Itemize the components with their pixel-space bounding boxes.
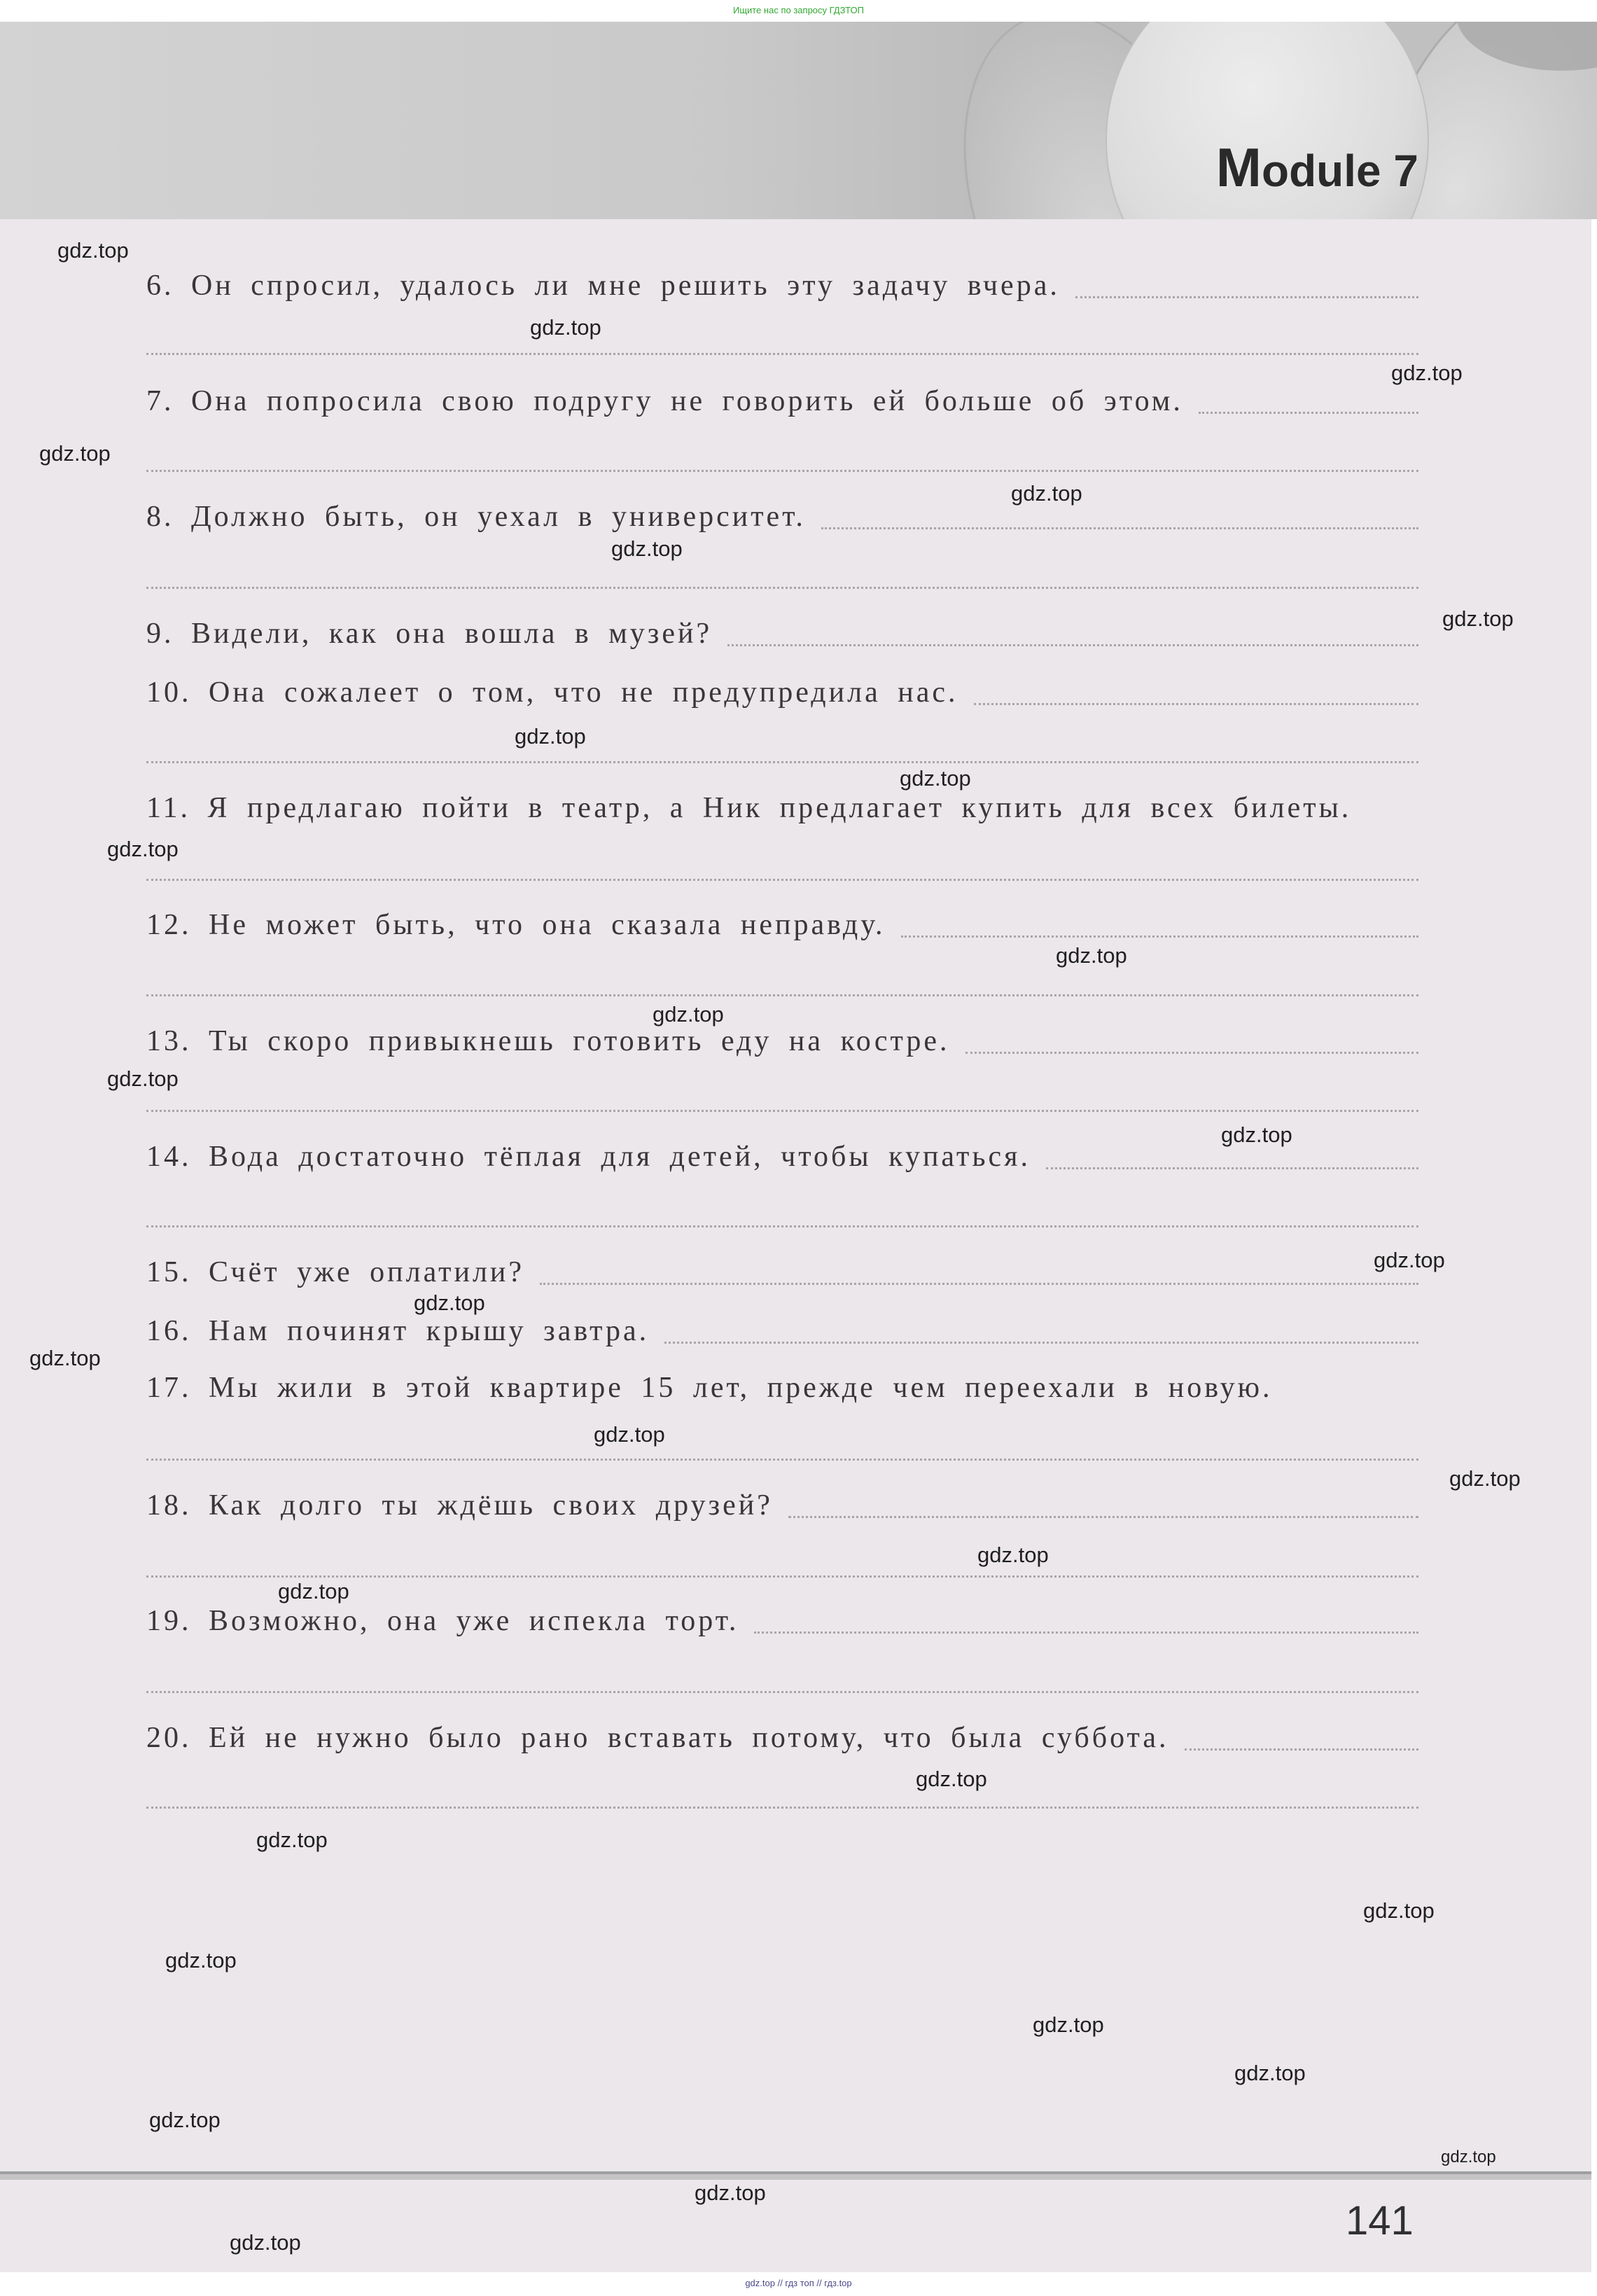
answer-line xyxy=(146,1110,1418,1112)
watermark-text: gdz.top xyxy=(1033,2012,1104,2037)
item-text: Она сожалеет о том, что не предупредила нас. xyxy=(209,676,958,709)
item-number: 10. xyxy=(146,676,192,709)
watermark-text: gdz.top xyxy=(900,766,971,791)
item-text: Как долго ты ждёшь своих друзей? xyxy=(209,1489,773,1522)
exercise-item-6 xyxy=(146,268,1418,303)
exercise-item-12 xyxy=(146,907,1418,942)
item-text: Ты скоро привыкнешь готовить еду на костре. xyxy=(209,1025,950,1057)
answer-line xyxy=(901,907,1418,938)
watermark-text: gdz.top xyxy=(107,1066,179,1091)
item-text: Он спросил, удалось ли мне решить эту задачу вчера. xyxy=(191,270,1060,302)
watermark-text: gdz.top xyxy=(1056,943,1127,968)
item-number: 13. xyxy=(146,1025,192,1057)
watermark-text: gdz.top xyxy=(149,2108,221,2132)
item-number: 20. xyxy=(146,1722,192,1754)
sentence xyxy=(146,675,958,710)
exercise-item-9 xyxy=(146,616,1418,651)
answer-line xyxy=(146,470,1418,472)
watermark-text: gdz.top xyxy=(1234,2061,1306,2085)
sentence xyxy=(146,1720,1169,1755)
item-text: Нам починят крышу завтра. xyxy=(209,1315,650,1347)
sentence xyxy=(146,268,1060,303)
sentence xyxy=(146,791,1351,826)
item-text: Видели, как она вошла в музей? xyxy=(191,618,713,650)
answer-line xyxy=(146,1225,1418,1227)
item-text: Мы жили в этой квартире 15 лет, прежде чем переехали в новую. xyxy=(209,1372,1273,1404)
sentence xyxy=(146,499,806,534)
answer-line xyxy=(146,1807,1418,1809)
sentence xyxy=(146,907,886,942)
watermark-text: gdz.top xyxy=(1442,606,1514,631)
item-number: 15. xyxy=(146,1256,192,1288)
exercise-item-8 xyxy=(146,499,1418,534)
answer-line xyxy=(1185,1720,1418,1751)
watermark-text: gdz.top xyxy=(1011,481,1082,506)
exercise-item-11 xyxy=(146,791,1418,826)
watermark-text: gdz.top xyxy=(916,1767,987,1791)
exercise-item-10 xyxy=(146,675,1418,710)
item-text: Она попросила свою подругу не говорить ей больше об этом. xyxy=(191,385,1183,417)
exercise-item-17 xyxy=(146,1370,1418,1405)
watermark-text: gdz.top xyxy=(1374,1248,1445,1272)
watermark-text: gdz.top xyxy=(611,536,683,561)
answer-line xyxy=(727,616,1418,646)
watermark-text: gdz.top xyxy=(653,1002,724,1027)
sentence xyxy=(146,616,712,651)
module-title: Module 7 xyxy=(1215,137,1418,198)
watermark-text: gdz.top xyxy=(1391,361,1463,385)
item-text: Счёт уже оплатили? xyxy=(209,1256,525,1288)
watermark-text: gdz.top xyxy=(39,441,111,466)
exercise-item-15 xyxy=(146,1255,1418,1290)
item-text: Не может быть, что она сказала неправду. xyxy=(209,909,886,941)
watermark-text: gdz.top xyxy=(57,238,129,263)
item-number: 9. xyxy=(146,618,174,650)
item-number: 14. xyxy=(146,1141,192,1173)
item-text: Ей не нужно было рано вставать потому, что была суббота. xyxy=(209,1722,1169,1754)
watermark-text: gdz.top xyxy=(1449,1466,1521,1491)
answer-line xyxy=(146,1691,1418,1693)
exercise-item-19 xyxy=(146,1603,1418,1638)
answer-line xyxy=(540,1255,1418,1285)
watermark-text: gdz.top xyxy=(256,1828,328,1852)
watermark-text: gdz.top xyxy=(515,724,586,749)
exercise-item-7 xyxy=(146,384,1418,419)
watermark-text: gdz.top xyxy=(414,1290,485,1315)
watermark-text: gdz.top xyxy=(1441,2148,1496,2166)
watermark-text: gdz.top xyxy=(977,1543,1049,1567)
answer-line xyxy=(146,761,1418,763)
answer-line xyxy=(1075,268,1418,298)
answer-line xyxy=(788,1488,1418,1518)
sentence xyxy=(146,1024,950,1059)
answer-line xyxy=(664,1314,1418,1344)
sentence xyxy=(146,384,1183,419)
watermark-text: gdz.top xyxy=(278,1579,349,1603)
sentence xyxy=(146,1139,1031,1174)
item-text: Должно быть, он уехал в университет. xyxy=(191,501,806,533)
item-number: 8. xyxy=(146,501,174,533)
sentence xyxy=(146,1255,524,1290)
sentence xyxy=(146,1314,649,1349)
watermark-text: gdz.top xyxy=(594,1422,665,1447)
exercise-item-20 xyxy=(146,1720,1418,1755)
exercise-item-16 xyxy=(146,1314,1418,1349)
sentence xyxy=(146,1488,773,1523)
item-number: 7. xyxy=(146,385,174,417)
exercise-item-13 xyxy=(146,1024,1418,1059)
watermark-text: gdz.top xyxy=(530,315,601,340)
watermark-text: gdz.top xyxy=(1363,1898,1435,1923)
watermark-text: gdz.top xyxy=(230,2230,301,2255)
item-number: 18. xyxy=(146,1489,192,1522)
watermark-text: gdz.top xyxy=(695,2180,766,2205)
item-number: 6. xyxy=(146,270,174,302)
item-number: 16. xyxy=(146,1315,192,1347)
answer-line xyxy=(146,994,1418,996)
top-banner-text: Ищите нас по запросу ГДЗТОП xyxy=(732,5,864,15)
answer-line xyxy=(146,587,1418,589)
answer-line xyxy=(146,1459,1418,1461)
answer-line xyxy=(146,879,1418,881)
watermark-text: gdz.top xyxy=(107,837,179,861)
sentence xyxy=(146,1370,1272,1405)
sentence xyxy=(146,1603,739,1638)
watermark-text: gdz.top xyxy=(165,1948,237,1973)
bottom-banner-text: gdz.top // гдз топ // гдз.top xyxy=(745,2278,852,2288)
answer-line xyxy=(146,1575,1418,1578)
answer-line xyxy=(821,499,1418,529)
answer-line xyxy=(965,1024,1418,1054)
answer-line xyxy=(974,675,1419,705)
footer-rule xyxy=(0,2171,1591,2180)
page-number: 141 xyxy=(1346,2198,1414,2243)
watermark-text: gdz.top xyxy=(1221,1122,1292,1147)
item-text: Вода достаточно тёплая для детей, чтобы купаться. xyxy=(209,1141,1031,1173)
item-text: Я предлагаю пойти в театр, а Ник предлагает купить для всех билеты. xyxy=(207,792,1352,824)
answer-line xyxy=(1199,384,1418,414)
answer-line xyxy=(146,353,1418,355)
exercise-item-18 xyxy=(146,1488,1418,1523)
answer-line xyxy=(754,1603,1418,1634)
watermark-text: gdz.top xyxy=(29,1346,101,1370)
item-number: 12. xyxy=(146,909,192,941)
item-number: 17. xyxy=(146,1372,192,1404)
item-number: 11. xyxy=(146,792,190,824)
item-number: 19. xyxy=(146,1605,192,1637)
item-text: Возможно, она уже испекла торт. xyxy=(209,1605,739,1637)
